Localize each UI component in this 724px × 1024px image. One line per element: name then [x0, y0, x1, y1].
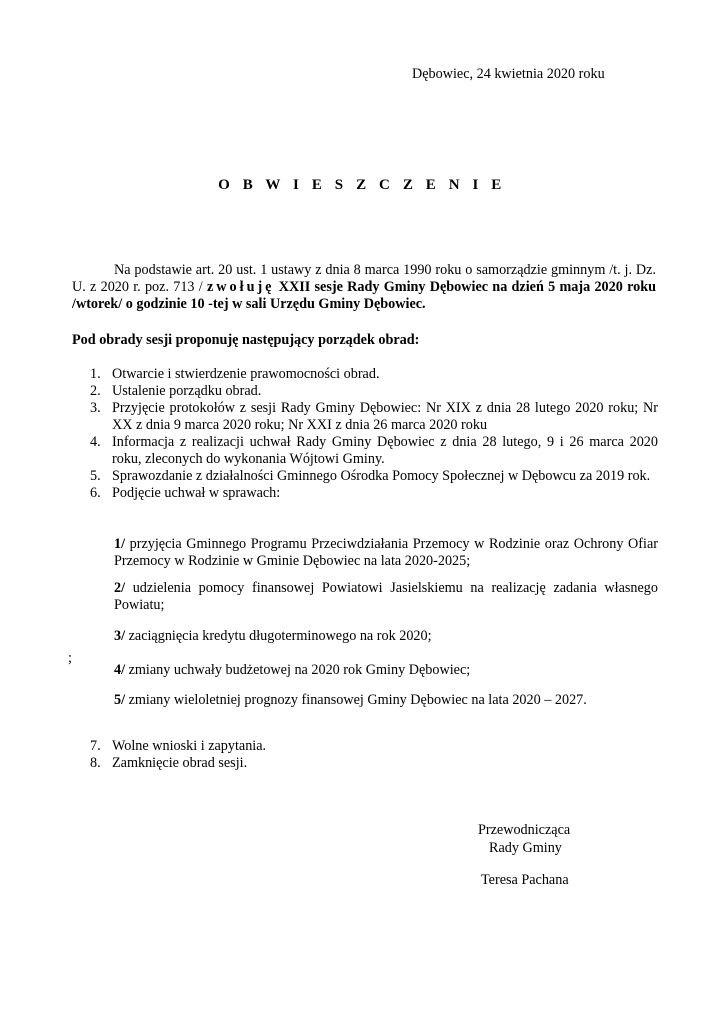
agenda-item: 8. Zamknięcie obrad sesji. [90, 755, 248, 771]
agenda-list-end [90, 738, 658, 772]
intro-text-legal-basis: Na podstawie art. 20 ust. 1 ustawy z dnia 8 marca 1990 roku o samorządzie gminnym /t. j. Dz. U. z 2020 r. poz. 713 / [72, 262, 656, 295]
resolution-item: 3/ zaciągnięcia kredytu długoterminowego na rok 2020; [114, 628, 432, 644]
resolution-item: 4/ zmiany uchwały budżetowej na 2020 rok Gminy Dębowiec; [114, 662, 471, 678]
agenda-item: 1. Otwarcie i stwierdzenie prawomocności obrad. [90, 366, 380, 382]
intro-text-session: XXII sesje Rady Gminy Dębowiec na dzień 5 maja 2020 roku /wtorek/ o godzinie 10 -tej w sali Urzędu Gminy Dębowiec. [72, 279, 656, 312]
resolution-item: 5/ zmiany wieloletniej prognozy finansowej Gminy Dębowiec na lata 2020 – 2027. [114, 692, 587, 708]
intro-paragraph [72, 262, 656, 313]
document-date: Dębowiec, 24 kwietnia 2020 roku [412, 66, 605, 82]
agenda-item: 2. Ustalenie porządku obrad. [90, 383, 262, 399]
signature-role: Przewodnicząca [478, 822, 571, 838]
resolution-item: 1/ przyjęcia Gminnego Programu Przeciwdziałania Przemocy w Rodzinie oraz Ochrony Ofiar Przemocy w Rodzinie w Gminie Dębowiec na lata 2020-2025; [114, 536, 658, 569]
agenda-item: 3. Przyjęcie protokołów z sesji Rady Gminy Dębowiec: Nr XIX z dnia 28 lutego 2020 roku; Nr XX z dnia 9 marca 2020 roku; Nr XXI z dnia 26 marca 2020 roku [90, 400, 658, 433]
signature-name: Teresa Pachana [481, 872, 569, 888]
stray-semicolon: ; [68, 650, 72, 666]
agenda-item: 4. Informacja z realizacji uchwał Rady Gminy Dębowiec z dnia 28 lutego, 9 i 26 marca 2020 roku, zleconych do wykonania Wójtowi Gminy. [90, 434, 658, 467]
signature-body: Rady Gminy [489, 840, 562, 856]
agenda-list [90, 366, 658, 502]
intro-text-convene: zwołuję [206, 279, 275, 295]
agenda-item: 7. Wolne wnioski i zapytania. [90, 738, 267, 754]
agenda-item: 6. Podjęcie uchwał w sprawach: [90, 485, 281, 501]
resolution-item: 2/ udzielenia pomocy finansowej Powiatowi Jasielskiemu na realizację zadania własnego Powiatu; [114, 580, 658, 613]
agenda-heading: Pod obrady sesji proponuję następujący porządek obrad: [72, 332, 420, 348]
agenda-item: 5. Sprawozdanie z działalności Gminnego Ośrodka Pomocy Społecznej w Dębowcu za 2019 rok. [90, 468, 651, 484]
document-title: O B W I E S Z C Z E N I E [218, 177, 506, 193]
